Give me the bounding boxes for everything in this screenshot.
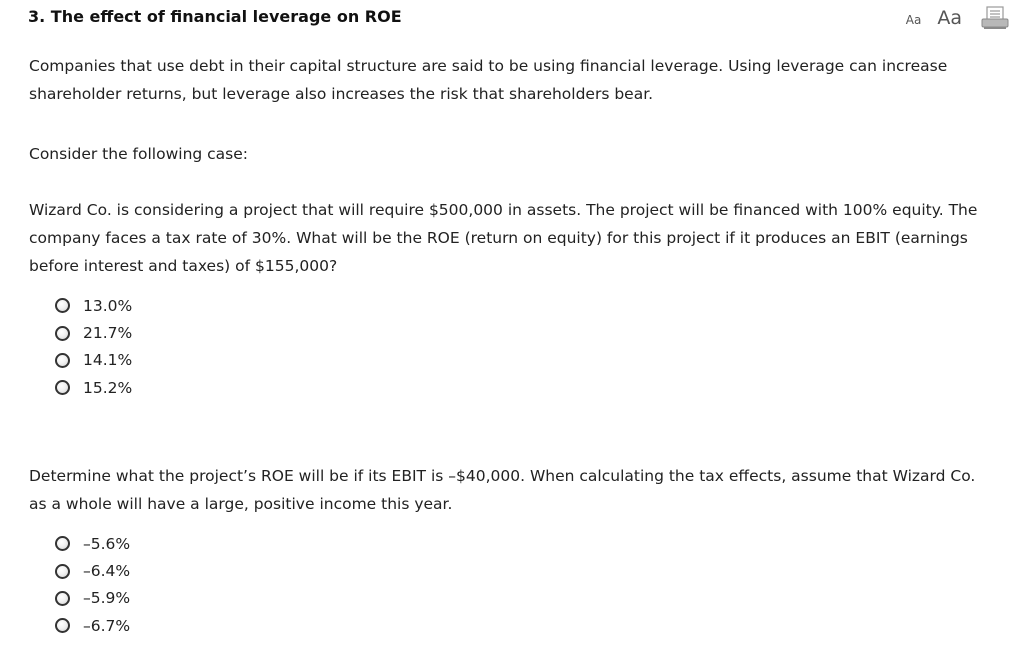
header-tools <box>906 4 1010 32</box>
question2-option-2[interactable] <box>55 557 130 584</box>
question2-text: Determine what the project’s ROE will be if its EBIT is –$40,000. When calculating the tax effects, assume that Wizard Co. as a whole will have a large, positive income this year. <box>29 467 976 513</box>
consider-paragraph: Consider the following case: <box>29 145 249 163</box>
option-label: –5.6% <box>83 534 131 553</box>
option-label: 21.7% <box>83 324 133 343</box>
radio-button[interactable] <box>55 298 70 313</box>
question2-options <box>55 530 130 640</box>
question1-options <box>55 292 132 402</box>
question2-option-3[interactable] <box>55 585 130 612</box>
option-label: –6.7% <box>83 616 131 635</box>
question2-option-1[interactable] <box>55 530 130 557</box>
question-title: 3. The effect of financial leverage on ROE <box>28 7 402 26</box>
question1-option-4[interactable] <box>55 374 132 401</box>
question1-text: Wizard Co. is considering a project that will require $500,000 in assets. The project will be financed with 100% equity. The company faces a tax rate of 30%. What will be the ROE (return on equity) for this project if it produces an EBIT (earnings before interest and taxes) of $155,000? <box>29 201 978 275</box>
radio-button[interactable] <box>55 326 70 341</box>
radio-button[interactable] <box>55 353 70 368</box>
radio-button[interactable] <box>55 536 70 551</box>
option-label: 13.0% <box>83 296 133 315</box>
decrease-font-button[interactable]: Aa <box>905 13 922 27</box>
question-header <box>0 0 1024 34</box>
radio-button[interactable] <box>55 564 70 579</box>
radio-button[interactable] <box>55 591 70 606</box>
option-label: 15.2% <box>83 378 133 397</box>
question1-option-3[interactable] <box>55 347 132 374</box>
increase-font-button[interactable]: Aa <box>937 7 962 29</box>
option-label: 14.1% <box>83 351 133 370</box>
intro-paragraph: Companies that use debt in their capital structure are said to be using financial leverage. Using leverage can increase shareholder returns, but leverage also increases the risk that shareholders bear. <box>29 57 948 103</box>
question1-option-1[interactable] <box>55 292 132 319</box>
option-label: –6.4% <box>83 562 131 581</box>
radio-button[interactable] <box>55 618 70 633</box>
print-icon[interactable] <box>980 6 1010 30</box>
question1-option-2[interactable] <box>55 319 132 346</box>
radio-button[interactable] <box>55 380 70 395</box>
option-label: –5.9% <box>83 589 131 608</box>
question2-option-4[interactable] <box>55 612 130 639</box>
